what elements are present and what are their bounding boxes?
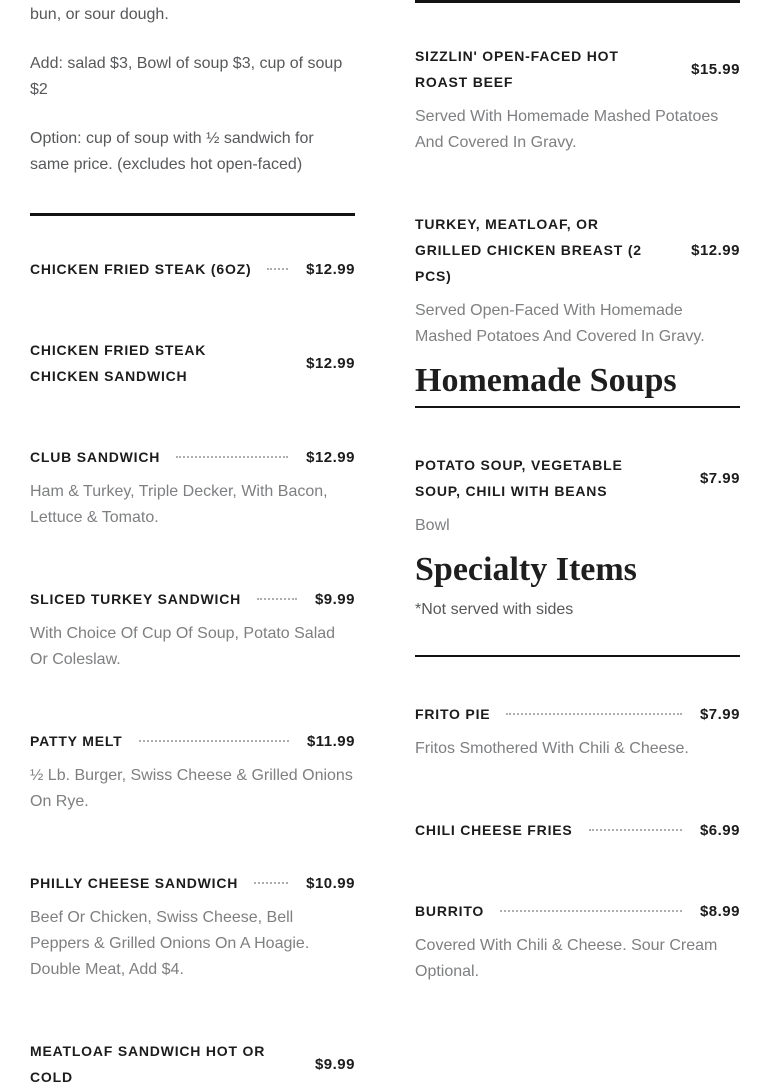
item-price: $8.99 [699,902,740,920]
item-row [415,211,740,289]
open-faced-items-list [415,43,740,350]
section-title-homemade-soups: Homemade Soups [415,362,677,399]
intro-add-note: Add: salad $3, Bowl of soup $3, cup of soup $2 [30,55,343,98]
item-price: $12.99 [306,354,355,372]
item-name: CLUB SANDWICH [30,449,161,465]
item-price: $10.99 [306,874,355,892]
item-price: $15.99 [691,60,740,78]
heading-divider [415,406,740,408]
item-description: With Choice Of Cup Of Soup, Potato Salad Or Coleslaw. [30,625,336,668]
item-description: Covered With Chili & Cheese. Sour Cream Optional. [415,937,718,980]
item-row [30,870,355,896]
dotted-leader [589,829,682,831]
item-name: CHILI CHEESE FRIES [415,822,573,838]
sandwich-items-list [30,256,355,1090]
menu-column-right [415,0,740,1091]
item-name: FRITO PIE [415,706,491,722]
item-name: PATTY MELT [30,733,123,749]
item-row [30,1038,355,1090]
intro-bread-line: bun, or sour dough. [30,6,169,23]
menu-item-soups [415,452,740,539]
item-name: CHICKEN FRIED STEAK (6OZ) [30,261,252,277]
specialty-items-list [415,701,740,985]
item-price: $7.99 [699,469,740,487]
menu-item-sliced-turkey-sandwich [30,586,355,673]
item-description: Beef Or Chicken, Swiss Cheese, Bell Peppers & Grilled Onions On A Hoagie. Double Meat, Add $4. [30,909,310,978]
item-name: SLICED TURKEY SANDWICH [30,591,242,607]
section-title-specialty-items: Specialty Items [415,551,637,588]
item-description: Served Open-Faced With Homemade Mashed Potatoes And Covered In Gravy. [415,302,705,345]
menu-item-burrito [415,898,740,985]
item-description: Bowl [415,517,450,534]
menu-item-turkey-meatloaf-chicken [415,211,740,350]
item-name: POTATO SOUP, VEGETABLE SOUP, CHILI WITH BEANS [415,457,623,499]
intro-option-note: Option: cup of soup with ½ sandwich for same price. (excludes hot open-faced) [30,130,314,173]
heading-divider [415,655,740,657]
dotted-leader [506,713,682,715]
item-price: $12.99 [306,448,355,466]
item-price: $9.99 [314,590,355,608]
menu-item-patty-melt [30,728,355,815]
menu-item-club-sandwich [30,444,355,531]
item-price: $12.99 [691,241,740,259]
item-name: MEATLOAF SANDWICH HOT OR COLD [30,1043,266,1085]
item-row [30,256,355,282]
menu-item-sizzlin-roast-beef [415,43,740,156]
item-row [30,586,355,612]
item-price: $11.99 [306,732,355,750]
menu-item-chili-cheese-fries [415,817,740,843]
section-divider [415,0,740,3]
soups-items-list [415,452,740,539]
item-price: $9.99 [314,1055,355,1073]
item-name: PHILLY CHEESE SANDWICH [30,875,239,891]
dotted-leader [139,740,289,742]
item-row [415,452,740,504]
dotted-leader [176,456,288,458]
item-price: $7.99 [699,705,740,723]
item-name: BURRITO [415,903,485,919]
dotted-leader [267,268,288,270]
item-price: $6.99 [699,821,740,839]
specialty-section-note: *Not served with sides [415,601,574,618]
menu-item-frito-pie [415,701,740,762]
dotted-leader [254,882,288,884]
item-name: TURKEY, MEATLOAF, OR GRILLED CHICKEN BREAST (2 PCS) [415,216,642,284]
dotted-leader [500,910,682,912]
item-row [415,43,740,95]
item-row [415,817,740,843]
item-description: Fritos Smothered With Chili & Cheese. [415,740,689,757]
item-name: SIZZLIN' OPEN-FACED HOT ROAST BEEF [415,48,619,90]
menu-item-chicken-fried-steak [30,256,355,282]
dotted-leader [257,598,297,600]
item-row [415,898,740,924]
item-row [30,337,355,389]
item-description: Served With Homemade Mashed Potatoes And Covered In Gravy. [415,108,719,151]
menu-item-chicken-fried-steak-sandwich [30,337,355,389]
menu-column-left [30,0,355,1091]
menu-item-meatloaf-sandwich [30,1038,355,1090]
item-row [30,444,355,470]
item-row [30,728,355,754]
item-row [415,701,740,727]
item-description: Ham & Turkey, Triple Decker, With Bacon, Lettuce & Tomato. [30,483,328,526]
item-description: ½ Lb. Burger, Swiss Cheese & Grilled Onions On Rye. [30,767,353,810]
menu-item-philly-cheese-sandwich [30,870,355,983]
item-price: $12.99 [306,260,355,278]
section-divider [30,213,355,216]
item-name: CHICKEN FRIED STEAK CHICKEN SANDWICH [30,342,207,384]
